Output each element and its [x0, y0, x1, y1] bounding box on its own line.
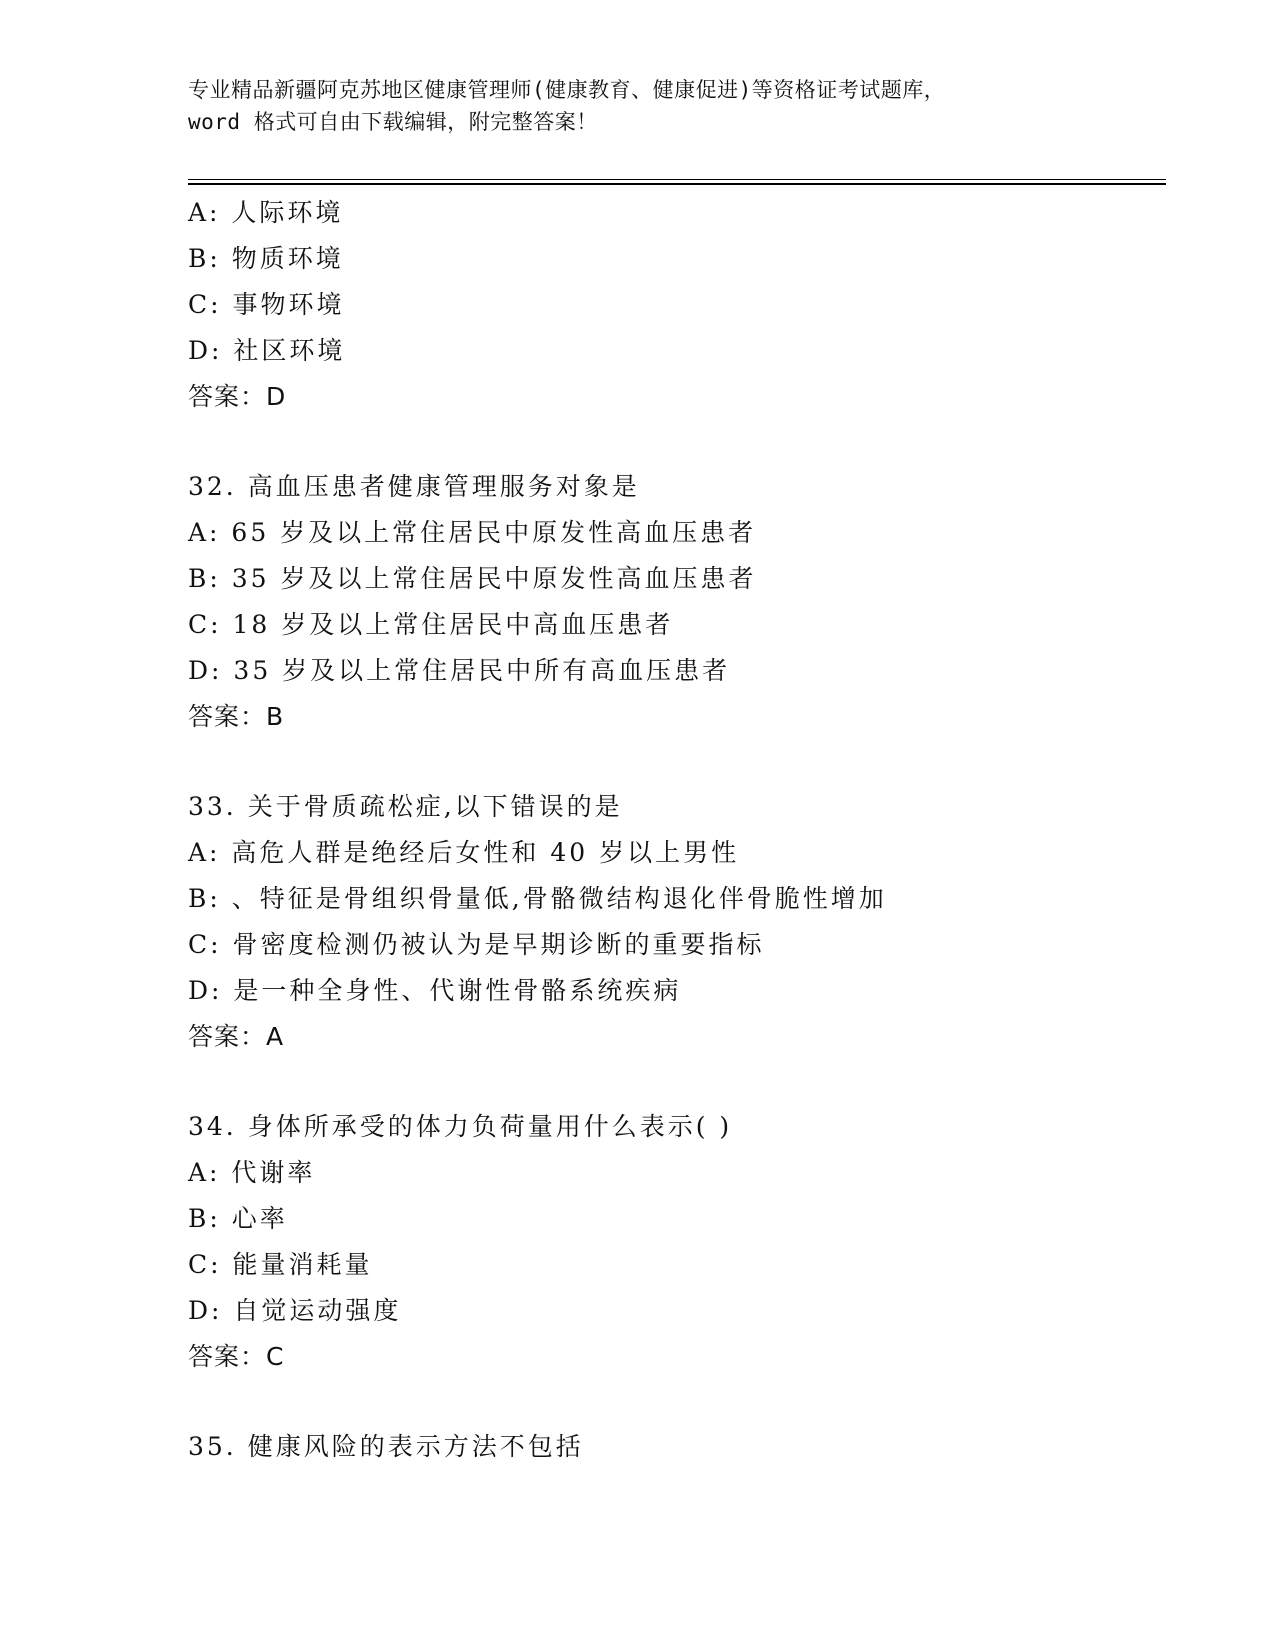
option-a: A: 代谢率 — [188, 1158, 316, 1187]
option-c: C: 18 岁及以上常住居民中高血压患者 — [188, 610, 674, 639]
question-33 — [188, 784, 1188, 1060]
option-d: D: 35 岁及以上常住居民中所有高血压患者 — [188, 656, 731, 685]
option-b: B: 35 岁及以上常住居民中原发性高血压患者 — [188, 564, 757, 593]
divider-thick-line — [188, 183, 1166, 185]
question-34 — [188, 1104, 1188, 1380]
divider-thin-line — [188, 179, 1166, 180]
option-a: A: 人际环境 — [188, 198, 344, 227]
header-divider — [188, 179, 1166, 185]
answer: 答案：C — [188, 1342, 285, 1371]
header-line-2: word 格式可自由下载编辑，附完整答案！ — [188, 110, 598, 134]
option-b: B: 物质环境 — [188, 244, 344, 273]
option-c: C: 事物环境 — [188, 290, 345, 319]
option-a: A: 65 岁及以上常住居民中原发性高血压患者 — [188, 518, 757, 547]
question-32 — [188, 464, 1188, 740]
option-d: D: 自觉运动强度 — [188, 1296, 402, 1325]
option-d: D: 社区环境 — [188, 336, 346, 365]
answer: 答案：B — [188, 702, 285, 731]
header-line-1: 专业精品新疆阿克苏地区健康管理师(健康教育、健康促进)等资格证考试题库， — [188, 78, 946, 102]
option-b: B: 心率 — [188, 1204, 288, 1233]
question-title: 34. 身体所承受的体力负荷量用什么表示( ) — [188, 1112, 733, 1141]
question-title: 35. 健康风险的表示方法不包括 — [188, 1432, 584, 1461]
option-d: D: 是一种全身性、代谢性骨骼系统疾病 — [188, 976, 682, 1005]
question-35 — [188, 1424, 1188, 1470]
question-list — [188, 190, 1188, 1470]
question-title: 32. 高血压患者健康管理服务对象是 — [188, 472, 640, 501]
option-c: C: 能量消耗量 — [188, 1250, 373, 1279]
option-c: C: 骨密度检测仍被认为是早期诊断的重要指标 — [188, 930, 765, 959]
answer: 答案：A — [188, 1022, 285, 1051]
document-header — [188, 74, 1168, 138]
answer: 答案：D — [188, 382, 287, 411]
question-title: 33. 关于骨质疏松症,以下错误的是 — [188, 792, 623, 821]
option-b: B: 、特征是骨组织骨量低,骨骼微结构退化伴骨脆性增加 — [188, 884, 887, 913]
option-a: A: 高危人群是绝经后女性和 40 岁以上男性 — [188, 838, 740, 867]
question-31 — [188, 190, 1188, 420]
